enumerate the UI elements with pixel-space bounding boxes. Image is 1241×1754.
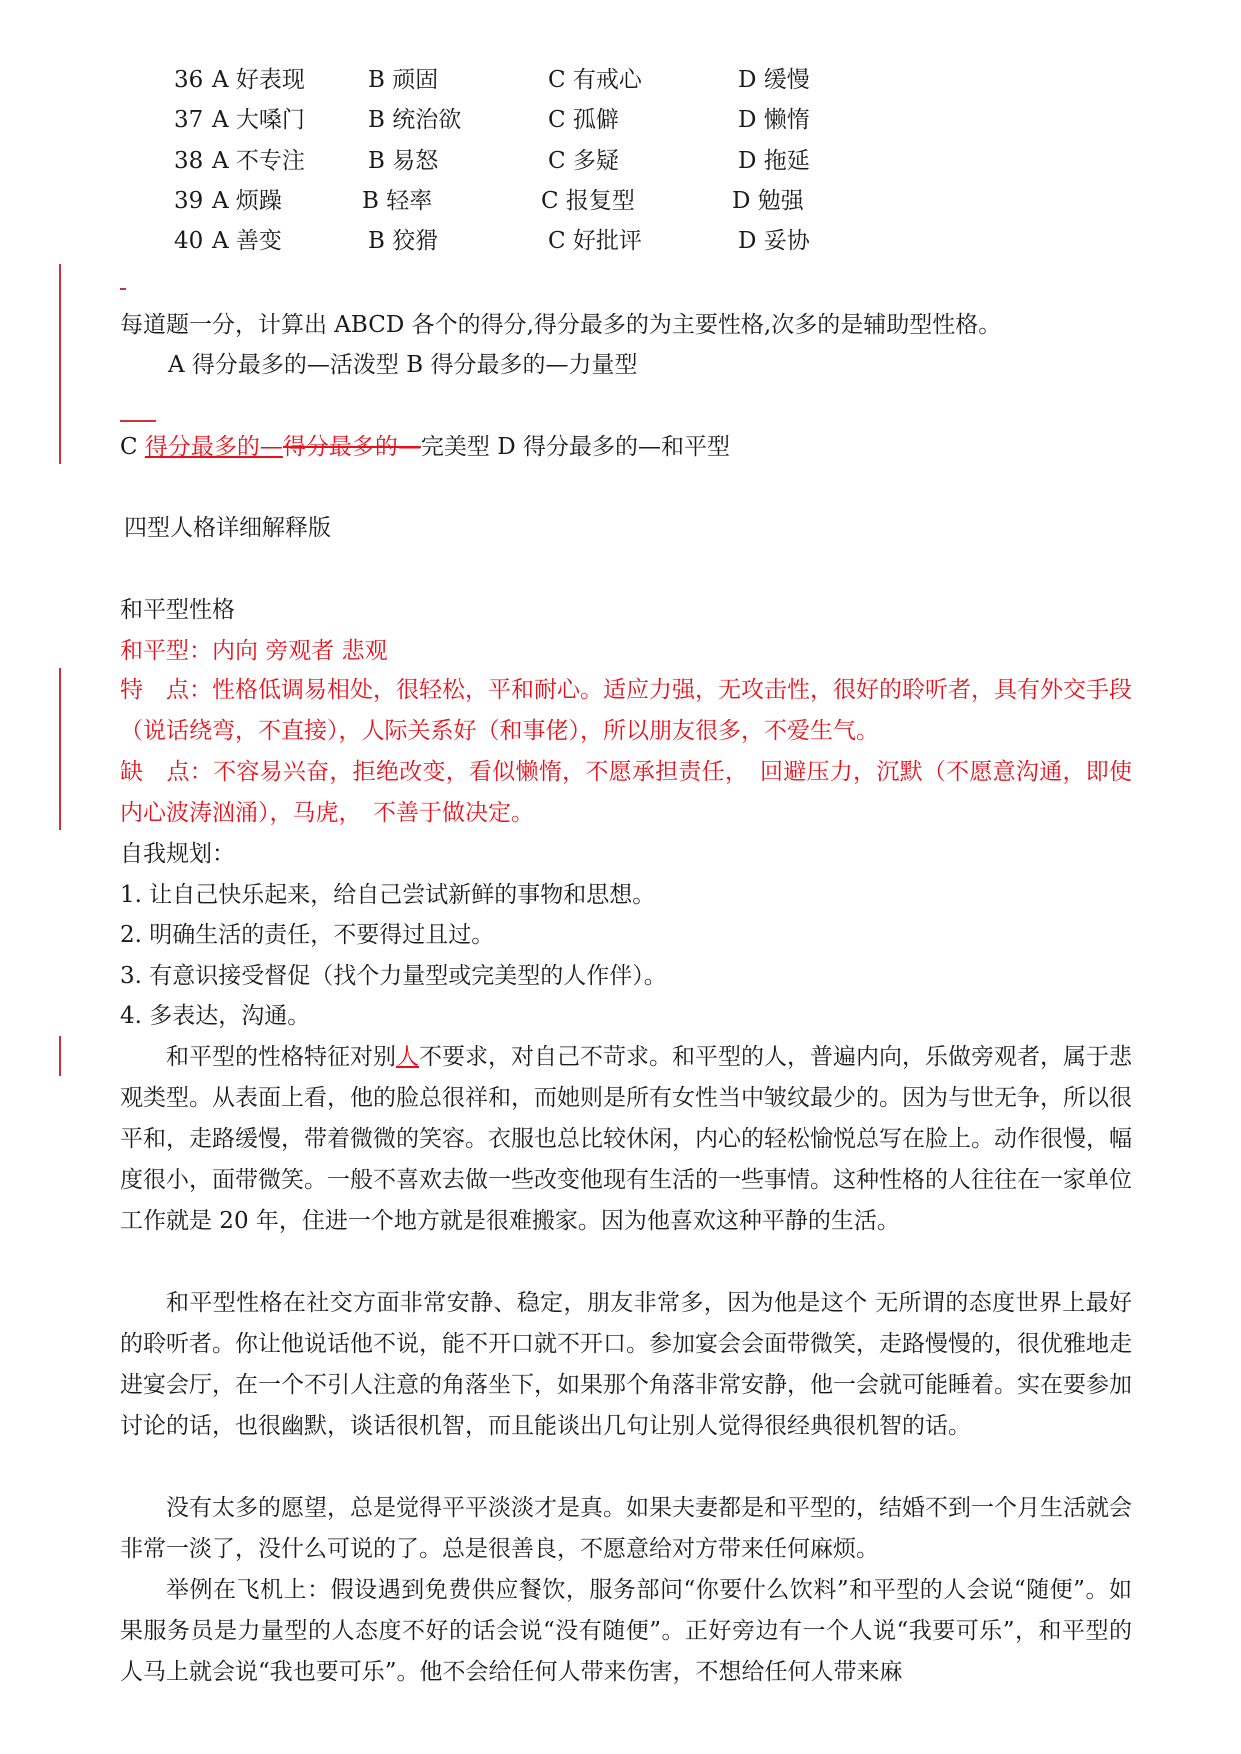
inserted-text: 得分最多的— [144, 434, 283, 460]
question-number: 38 [174, 148, 204, 174]
option-c: C 报复型 [541, 188, 635, 214]
question-row-40 [0, 221, 1241, 261]
body-paragraph [120, 1037, 1132, 1242]
question-row-36 [0, 60, 1241, 100]
question-number: 37 [174, 107, 204, 133]
question-row-39 [0, 181, 1241, 221]
revision-bar [59, 668, 61, 830]
revision-bar [59, 264, 61, 464]
scoring-c-line [120, 427, 730, 467]
plan-item: 2. 明确生活的责任，不要得过且过。 [120, 922, 495, 948]
revision-bar [59, 1036, 61, 1076]
option-b: B 统治欲 [368, 107, 462, 133]
question-number: 36 [174, 67, 204, 93]
option-c: C 有戒心 [548, 67, 642, 93]
option-c: C 孤僻 [548, 107, 619, 133]
option-c: C 好批评 [548, 228, 642, 254]
body-paragraph: 和平型性格在社交方面非常安静、稳定，朋友非常多，因为他是这个 无所谓的态度世界上最好的聆听者。你让他说话他不说，能不开口就不开口。参加宴会会面带微笑，走路慢慢的，很优雅地走进宴会厅，在一个不引人注意的角落坐下，如果那个角落非常安静，他一会就可能睡着。实在要参加讨论的话，也很幽默，谈话很机智，而且能谈出几句让别人觉得很经典很机智的话。 [120, 1290, 1132, 1439]
scoring-c-prefix: C [120, 434, 145, 460]
peace-traits: 特 点：性格低调易相处，很轻松，平和耐心。适应力强，无攻击性，很好的聆听者，具有外交手段（说话绕弯，不直接），人际关系好（和事佬），所以朋友很多，不爱生气。 [120, 677, 1132, 744]
question-row-37 [0, 100, 1241, 140]
option-a: A 好表现 [212, 67, 305, 93]
option-b: B 轻率 [362, 188, 433, 214]
option-a: A 不专注 [212, 148, 305, 174]
marked-text: 人 [396, 1044, 419, 1070]
plan-item: 1. 让自己快乐起来，给自己尝试新鲜的事物和思想。 [120, 882, 656, 908]
plan-item: 3. 有意识接受督促（找个力量型或完美型的人作伴）。 [120, 963, 667, 989]
option-b: B 顽固 [368, 67, 439, 93]
body-paragraph: 举例在飞机上：假设遇到免费供应餐饮，服务部问“你要什么饮料”和平型的人会说“随便”。如果服务员是力量型的人态度不好的话会说“没有随便”。正好旁边有一个人说“我要可乐”，和平型的人马上就会说“我也要可乐”。他不会给任何人带来伤害，不想给任何人带来麻 [120, 1577, 1132, 1685]
deleted-text: 得分最多的— [282, 434, 421, 460]
option-a: A 烦躁 [212, 188, 282, 214]
option-c: C 多疑 [548, 148, 619, 174]
option-d: D 缓慢 [738, 67, 810, 93]
peace-heading: 和平型性格 [120, 597, 235, 623]
plan-title: 自我规划： [120, 841, 235, 867]
option-d: D 勉强 [732, 188, 804, 214]
option-d: D 拖延 [738, 148, 810, 174]
scoring-intro: 每道题一分，计算出 ABCD 各个的得分,得分最多的为主要性格,次多的是辅助型性格。 [120, 312, 1002, 338]
question-number: 40 [174, 228, 204, 254]
option-a: A 善变 [212, 228, 282, 254]
option-b: B 易怒 [368, 148, 439, 174]
question-row-38 [0, 141, 1241, 181]
option-d: D 懒惰 [738, 107, 810, 133]
scoring-c-rest: 完美型 D 得分最多的—和平型 [420, 434, 730, 460]
peace-flaws: 缺 点：不容易兴奋，拒绝改变，看似懒惰，不愿承担责任， 回避压力，沉默（不愿意沟通，即使内心波涛汹涌），马虎， 不善于做决定。 [120, 759, 1132, 826]
paragraph-text: 不要求，对自己不苛求。和平型的人，普遍内向，乐做旁观者，属于悲观类型。从表面上看，他的脸总很祥和，而她则是所有女性当中皱纹最少的。因为与世无争，所以很平和，走路缓慢，带着微微的笑容。衣服也总比较休闲，内心的轻松愉悦总写在脸上。动作很慢，幅度很小，面带微笑。一般不喜欢去做一些改变他现有生活的一些事情。这种性格的人往往在一家单位工作就是 20 年，住进一个地方就是很难搬家。因为他喜欢这种平静的生活。 [120, 1044, 1132, 1234]
option-b: B 狡猾 [368, 228, 439, 254]
question-number: 39 [174, 188, 204, 214]
paragraph-text: 和平型的性格特征对别 [166, 1044, 396, 1070]
section-title: 四型人格详细解释版 [124, 515, 331, 541]
plan-item: 4. 多表达，沟通。 [120, 1003, 311, 1029]
body-paragraph: 没有太多的愿望，总是觉得平平淡淡才是真。如果夫妻都是和平型的，结婚不到一个月生活就会非常一淡了，没什么可说的了。总是很善良，不愿意给对方带来任何麻烦。 [120, 1495, 1132, 1562]
scoring-ab-line: A 得分最多的—活泼型 B 得分最多的—力量型 [168, 352, 638, 378]
revision-tick [120, 288, 126, 290]
revision-tick [120, 420, 156, 422]
peace-summary: 和平型：内向 旁观者 悲观 [120, 638, 388, 664]
option-d: D 妥协 [738, 228, 810, 254]
option-a: A 大嗓门 [212, 107, 305, 133]
